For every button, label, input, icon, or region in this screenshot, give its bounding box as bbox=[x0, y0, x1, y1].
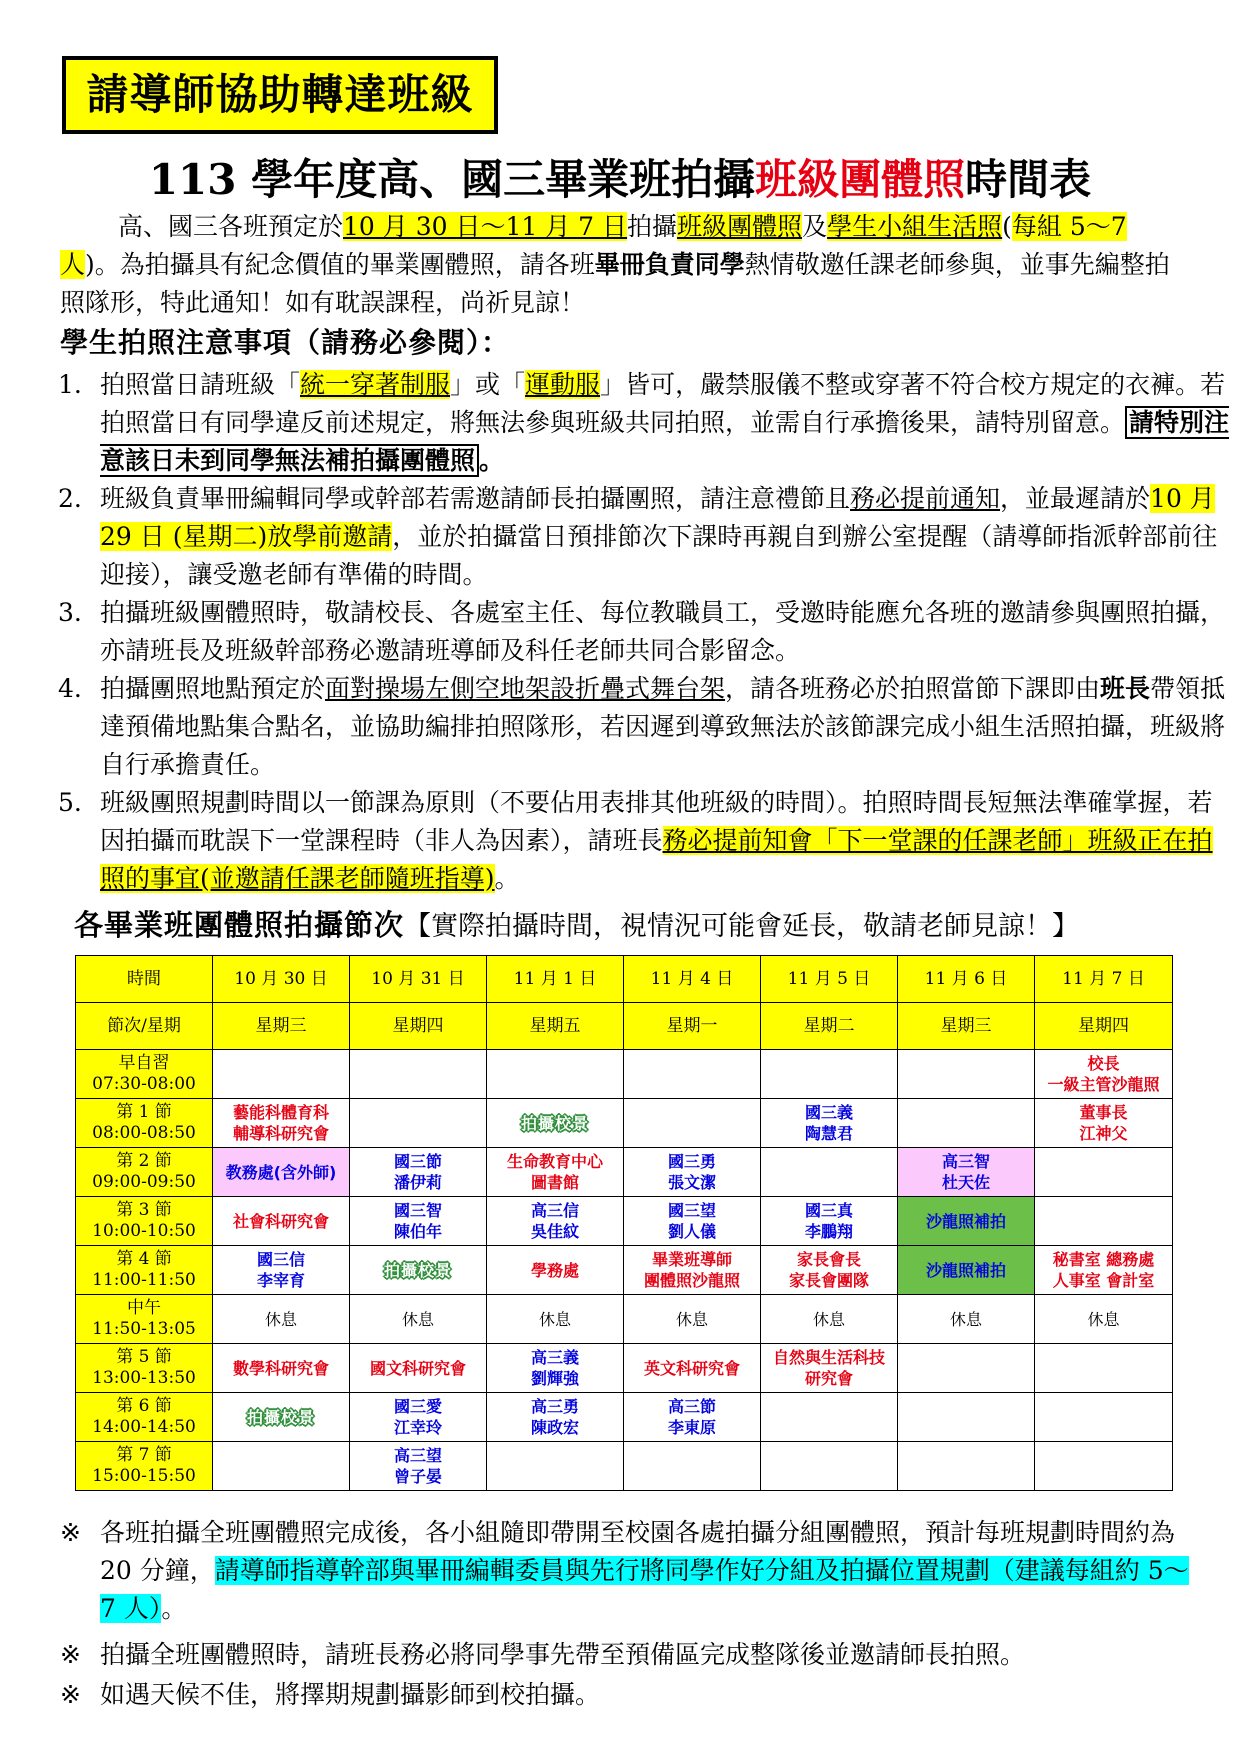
period-name: 第 4 節 bbox=[116, 1249, 172, 1269]
period-row bbox=[76, 1344, 1173, 1393]
schedule-cell bbox=[761, 1050, 898, 1099]
rule-item-2 bbox=[58, 480, 1230, 594]
period-name: 第 6 節 bbox=[116, 1396, 172, 1416]
footnote-1 bbox=[60, 1514, 1190, 1628]
cell-line: 秘書室 總務處 bbox=[1052, 1250, 1155, 1269]
schedule-cell bbox=[1035, 1050, 1173, 1099]
schedule-cell: 沙龍照補拍 bbox=[898, 1197, 1035, 1246]
header-date: 11 月 4 日 bbox=[624, 956, 761, 1003]
schedule-cell bbox=[761, 1442, 898, 1491]
schedule-cell bbox=[624, 1148, 761, 1197]
cell-line: 圖書館 bbox=[530, 1173, 579, 1192]
cell-line: 國三智 bbox=[393, 1201, 442, 1220]
schedule-cell bbox=[898, 1099, 1035, 1148]
period-name: 早自習 bbox=[118, 1053, 170, 1073]
schedule-cell bbox=[487, 1148, 624, 1197]
schedule-cell: 學務處 bbox=[487, 1246, 624, 1295]
period-name: 第 3 節 bbox=[116, 1200, 172, 1220]
schedule-cell bbox=[761, 1148, 898, 1197]
period-row bbox=[76, 1295, 1173, 1344]
header-date: 10 月 31 日 bbox=[350, 956, 487, 1003]
cell-line: 國三信 bbox=[256, 1250, 305, 1269]
cell-line: 吳佳紋 bbox=[530, 1222, 579, 1241]
intro-text: 高、國三各班預定於 bbox=[118, 212, 344, 241]
rule-number: 4. bbox=[58, 674, 82, 703]
period-name: 中午 bbox=[127, 1298, 161, 1318]
schedule-cell bbox=[1035, 1393, 1173, 1442]
reference-mark-icon: ※ bbox=[60, 1680, 81, 1709]
intro-paragraph bbox=[60, 208, 1180, 322]
period-row bbox=[76, 1099, 1173, 1148]
cell-line: 陳政宏 bbox=[530, 1418, 579, 1437]
schedule-cell bbox=[350, 1050, 487, 1099]
header-corner-time: 時間 bbox=[76, 956, 213, 1003]
rest-cell: 休息 bbox=[350, 1295, 487, 1344]
rest-cell: 休息 bbox=[761, 1295, 898, 1344]
rule-invite-deadline: 10 月 29 日 (星期二)放學前邀請 bbox=[100, 484, 1215, 551]
schedule-cell bbox=[624, 1099, 761, 1148]
rule-number: 2. bbox=[58, 484, 82, 513]
intro-text: ( bbox=[1002, 212, 1012, 241]
period-label bbox=[76, 1197, 213, 1246]
schedule-cell bbox=[624, 1393, 761, 1442]
schedule-cell bbox=[1035, 1148, 1173, 1197]
period-name: 第 1 節 bbox=[116, 1102, 172, 1122]
period-time: 15:00-15:50 bbox=[92, 1466, 196, 1486]
period-name: 第 7 節 bbox=[116, 1445, 172, 1465]
notice-heading: 學生拍照注意事項（請務必參閱）： bbox=[60, 326, 511, 359]
cell-line: 張文潔 bbox=[667, 1173, 716, 1192]
schedule-cell bbox=[1035, 1197, 1173, 1246]
schedule-cell bbox=[487, 1050, 624, 1099]
cell-line: 陶慧君 bbox=[804, 1124, 853, 1143]
header-day: 星期三 bbox=[898, 1003, 1035, 1050]
intro-yearbook-students: 畢冊負責同學 bbox=[594, 250, 745, 279]
rule-boxed-warning: 請特別注意該日未到同學無法補拍攝團體照 bbox=[100, 408, 1230, 475]
schedule-cell bbox=[213, 1246, 350, 1295]
reference-mark-icon: ※ bbox=[60, 1640, 81, 1669]
cell-line: 研究會 bbox=[804, 1369, 853, 1388]
cell-line: 藝能科體育科 bbox=[232, 1103, 329, 1122]
period-time: 14:00-14:50 bbox=[92, 1417, 196, 1437]
period-time: 10:00-10:50 bbox=[92, 1221, 196, 1241]
period-time: 09:00-09:50 bbox=[92, 1172, 196, 1192]
campus-scenery-label: 拍攝校景 bbox=[487, 1099, 624, 1148]
title-part1: 113 學年度高、國三畢業班拍攝 bbox=[148, 155, 756, 204]
rules-list bbox=[60, 366, 1230, 898]
rest-cell: 休息 bbox=[487, 1295, 624, 1344]
cell-line: 李鵬翔 bbox=[804, 1222, 853, 1241]
cell-line: 國三勇 bbox=[667, 1152, 716, 1171]
schedule-cell bbox=[898, 1393, 1035, 1442]
title-highlight: 班級團體照 bbox=[755, 155, 966, 204]
header-date: 11 月 1 日 bbox=[487, 956, 624, 1003]
header-day: 星期一 bbox=[624, 1003, 761, 1050]
cell-line: 杜天佐 bbox=[941, 1173, 990, 1192]
rule-text: 」皆可，嚴禁服儀不整或穿著不符合校方規定的衣褲。若拍照當日有同學違反前述規定，將無法參與班級共同拍照，並需自行承擔後果，請特別留意。 bbox=[100, 370, 1226, 437]
rule-notify-ahead: 務必提前通知 bbox=[850, 484, 1001, 513]
schedule-cell bbox=[624, 1197, 761, 1246]
rest-cell: 休息 bbox=[1035, 1295, 1173, 1344]
cell-line: 國三望 bbox=[667, 1201, 716, 1220]
period-name: 第 2 節 bbox=[116, 1151, 172, 1171]
schedule-cell bbox=[350, 1442, 487, 1491]
cell-line: 高三信 bbox=[530, 1201, 579, 1220]
day-header-row bbox=[76, 1003, 1173, 1050]
cell-line: 高三望 bbox=[393, 1446, 442, 1465]
schedule-cell bbox=[624, 1246, 761, 1295]
campus-scenery-label: 拍攝校景 bbox=[350, 1246, 487, 1295]
schedule-cell: 國文科研究會 bbox=[350, 1344, 487, 1393]
cell-line: 高三節 bbox=[667, 1397, 716, 1416]
rule-location: 面對操場左側空地架設折疊式舞台架 bbox=[325, 674, 726, 703]
rule-text: 。 bbox=[479, 446, 505, 475]
footnote-highlight: 請導師指導幹部與畢冊編輯委員與先行將同學作好分組及拍攝位置規劃（建議每組約 5～7 人） bbox=[100, 1556, 1189, 1623]
schedule-cell bbox=[1035, 1246, 1173, 1295]
cell-line: 國三節 bbox=[393, 1152, 442, 1171]
cell-line: 國三真 bbox=[804, 1201, 853, 1220]
period-row bbox=[76, 1442, 1173, 1491]
period-name: 第 5 節 bbox=[116, 1347, 172, 1367]
schedule-cell bbox=[213, 1050, 350, 1099]
cell-line: 潘伊莉 bbox=[393, 1173, 442, 1192]
period-time: 11:50-13:05 bbox=[92, 1319, 196, 1339]
schedule-cell: 沙龍照補拍 bbox=[898, 1246, 1035, 1295]
period-label bbox=[76, 1442, 213, 1491]
footnote-3 bbox=[60, 1676, 1190, 1714]
rule-text: 拍照當日請班級「 bbox=[100, 370, 301, 399]
intro-group-photo: 學生小組生活照 bbox=[827, 212, 1003, 241]
cell-line: 曾子晏 bbox=[393, 1467, 442, 1486]
cell-line: 江幸玲 bbox=[393, 1418, 442, 1437]
header-corner-period: 節次/星期 bbox=[76, 1003, 213, 1050]
rule-text: 拍攝班級團體照時，敬請校長、各處室主任、每位教職員工，受邀時能應允各班的邀請參與團照拍攝，亦請班長及班級幹部務必邀請班導師及科任老師共同合影留念。 bbox=[100, 598, 1226, 665]
schedule-cell bbox=[213, 1099, 350, 1148]
rest-cell: 休息 bbox=[898, 1295, 1035, 1344]
intro-class-photo: 班級團體照 bbox=[677, 212, 803, 241]
schedule-cell bbox=[487, 1442, 624, 1491]
period-row bbox=[76, 1393, 1173, 1442]
schedule-cell bbox=[761, 1344, 898, 1393]
schedule-cell bbox=[350, 1148, 487, 1197]
cell-line: 輔導科研究會 bbox=[232, 1124, 329, 1143]
schedule-heading-title: 各畢業班團體照拍攝節次 bbox=[74, 908, 405, 942]
rule-class-leader: 班長 bbox=[1100, 674, 1151, 703]
schedule-cell bbox=[898, 1050, 1035, 1099]
schedule-cell bbox=[213, 1442, 350, 1491]
schedule-cell bbox=[487, 1197, 624, 1246]
cell-line: 高三智 bbox=[941, 1152, 990, 1171]
cell-line: 劉輝強 bbox=[530, 1369, 579, 1388]
rule-text: ，並於拍攝當日預排節次下課時再親自到辦公室提醒（請導師指派幹部前往迎接），讓受邀老師有準備的時間。 bbox=[100, 522, 1218, 589]
cell-line: 校長 bbox=[1087, 1054, 1120, 1073]
header-date: 10 月 30 日 bbox=[213, 956, 350, 1003]
schedule-cell bbox=[350, 1197, 487, 1246]
cell-line: 人事室 會計室 bbox=[1052, 1271, 1155, 1290]
schedule-cell: 社會科研究會 bbox=[213, 1197, 350, 1246]
header-day: 星期四 bbox=[1035, 1003, 1173, 1050]
intro-text: 熱情敬邀任課老師參與，並事先編整拍照隊形，特此通知！如有耽誤課程，尚祈見諒！ bbox=[60, 250, 1170, 317]
rule-text: 班級團照規劃時間以一節課為原則（不要佔用表排其他班級的時間）。拍照時間長短無法準確掌握，若因拍攝而耽誤下一堂課程時（非人為因素），請班長 bbox=[100, 788, 1213, 855]
intro-dates: 10 月 30 日～11 月 7 日 bbox=[343, 212, 628, 241]
intro-group-size: 每組 5～7 人 bbox=[60, 212, 1127, 279]
cell-line: 團體照沙龍照 bbox=[643, 1271, 740, 1290]
period-label bbox=[76, 1050, 213, 1099]
schedule-cell bbox=[1035, 1344, 1173, 1393]
schedule-cell: 數學科研究會 bbox=[213, 1344, 350, 1393]
rule-uniform: 統一穿著制服 bbox=[300, 370, 451, 399]
page-title bbox=[0, 150, 1240, 210]
rule-number: 1. bbox=[58, 370, 82, 399]
period-label bbox=[76, 1393, 213, 1442]
schedule-cell bbox=[761, 1393, 898, 1442]
schedule-cell bbox=[487, 1344, 624, 1393]
campus-scenery-label: 拍攝校景 bbox=[213, 1393, 350, 1442]
rest-cell: 休息 bbox=[624, 1295, 761, 1344]
cell-line: 家長會團隊 bbox=[788, 1271, 869, 1290]
header-date: 11 月 6 日 bbox=[898, 956, 1035, 1003]
intro-text: 拍攝 bbox=[627, 212, 678, 241]
period-row bbox=[76, 1246, 1173, 1295]
rule-number: 5. bbox=[58, 788, 82, 817]
period-time: 13:00-13:50 bbox=[92, 1368, 196, 1388]
cell-line: 江神父 bbox=[1079, 1124, 1128, 1143]
cell-line: 生命教育中心 bbox=[506, 1152, 603, 1171]
header-day: 星期二 bbox=[761, 1003, 898, 1050]
period-label bbox=[76, 1295, 213, 1344]
cell-line: 李東原 bbox=[667, 1418, 716, 1437]
period-label bbox=[76, 1344, 213, 1393]
footnote-2 bbox=[60, 1636, 1190, 1674]
header-day: 星期五 bbox=[487, 1003, 624, 1050]
period-row bbox=[76, 1050, 1173, 1099]
cell-line: 一級主管沙龍照 bbox=[1047, 1075, 1160, 1094]
cell-line: 董事長 bbox=[1079, 1103, 1128, 1122]
period-time: 08:00-08:50 bbox=[92, 1123, 196, 1143]
footnote-text: 各班拍攝全班團體照完成後，各小組隨即帶開至校園各處拍攝分組團體照，預計每班規劃時間約為 20 分鐘， bbox=[100, 1518, 1176, 1585]
reference-mark-icon: ※ bbox=[60, 1518, 81, 1547]
schedule-cell bbox=[624, 1050, 761, 1099]
schedule-cell bbox=[761, 1197, 898, 1246]
title-part3: 時間表 bbox=[965, 155, 1092, 204]
header-day: 星期三 bbox=[213, 1003, 350, 1050]
cell-line: 國三愛 bbox=[393, 1397, 442, 1416]
rule-text: ，請各班務必於拍照當節下課即由 bbox=[725, 674, 1101, 703]
schedule-heading bbox=[74, 905, 1079, 947]
cell-line: 劉人儀 bbox=[667, 1222, 716, 1241]
schedule-cell bbox=[898, 1148, 1035, 1197]
cell-line: 高三義 bbox=[530, 1348, 579, 1367]
rule-sportswear: 運動服 bbox=[525, 370, 601, 399]
cell-line: 家長會長 bbox=[796, 1250, 861, 1269]
cell-line: 李宰育 bbox=[256, 1271, 305, 1290]
schedule-cell bbox=[350, 1099, 487, 1148]
schedule-cell bbox=[761, 1099, 898, 1148]
schedule-cell: 教務處(含外師) bbox=[213, 1148, 350, 1197]
schedule-cell bbox=[487, 1393, 624, 1442]
period-label bbox=[76, 1246, 213, 1295]
header-day: 星期四 bbox=[350, 1003, 487, 1050]
rule-number: 3. bbox=[58, 598, 82, 627]
schedule-cell bbox=[898, 1442, 1035, 1491]
period-time: 07:30-08:00 bbox=[92, 1074, 196, 1094]
rule-inform-teacher: 務必提前知會「下一堂課的任課老師」班級正在拍照的事宜(並邀請任課老師隨班指導) bbox=[100, 826, 1213, 893]
footnote-text: 拍攝全班團體照時，請班長務必將同學事先帶至預備區完成整隊後並邀請師長拍照。 bbox=[100, 1640, 1026, 1669]
cell-line: 陳伯年 bbox=[393, 1222, 442, 1241]
rule-text: 帶領抵達預備地點集合點名，並協助編排拍照隊形，若因遲到導致無法於該節課完成小組生活照拍攝，班級將自行承擔責任。 bbox=[100, 674, 1226, 779]
schedule-cell bbox=[761, 1246, 898, 1295]
period-time: 11:00-11:50 bbox=[92, 1270, 196, 1290]
cell-line: 高三勇 bbox=[530, 1397, 579, 1416]
rule-text: 。 bbox=[494, 864, 520, 893]
cell-line: 國三義 bbox=[804, 1103, 853, 1122]
rule-text: ，並最遲請於 bbox=[1000, 484, 1151, 513]
schedule-cell bbox=[1035, 1099, 1173, 1148]
rule-text: 班級負責畢冊編輯同學或幹部若需邀請師長拍攝團照，請注意禮節且 bbox=[100, 484, 851, 513]
schedule-cell bbox=[898, 1344, 1035, 1393]
intro-text: )。為拍攝具有紀念價值的畢業團體照，請各班 bbox=[85, 250, 595, 279]
period-label bbox=[76, 1099, 213, 1148]
schedule-table bbox=[75, 955, 1173, 1491]
rule-item-3 bbox=[58, 594, 1230, 670]
notice-banner: 請導師協助轉達班級 bbox=[62, 56, 498, 134]
cell-line: 自然與生活科技 bbox=[772, 1348, 885, 1367]
rest-cell: 休息 bbox=[213, 1295, 350, 1344]
rule-text: 拍攝團照地點預定於 bbox=[100, 674, 326, 703]
date-header-row bbox=[76, 956, 1173, 1003]
rule-text: 」或「 bbox=[450, 370, 526, 399]
period-row bbox=[76, 1148, 1173, 1197]
rule-item-1 bbox=[58, 366, 1230, 480]
rule-item-4 bbox=[58, 670, 1230, 784]
schedule-cell: 英文科研究會 bbox=[624, 1344, 761, 1393]
footnote-text: 。 bbox=[161, 1594, 187, 1623]
period-row bbox=[76, 1197, 1173, 1246]
period-label bbox=[76, 1148, 213, 1197]
schedule-cell bbox=[350, 1393, 487, 1442]
schedule-heading-note: 【實際拍攝時間，視情況可能會延長，敬請老師見諒！】 bbox=[404, 911, 1080, 942]
intro-text: 及 bbox=[802, 212, 828, 241]
header-date: 11 月 7 日 bbox=[1035, 956, 1173, 1003]
schedule-cell bbox=[1035, 1442, 1173, 1491]
header-date: 11 月 5 日 bbox=[761, 956, 898, 1003]
rule-item-5 bbox=[58, 784, 1230, 898]
cell-line: 畢業班導師 bbox=[651, 1250, 732, 1269]
schedule-cell bbox=[624, 1442, 761, 1491]
footnote-text: 如遇天候不佳，將擇期規劃攝影師到校拍攝。 bbox=[100, 1680, 601, 1709]
